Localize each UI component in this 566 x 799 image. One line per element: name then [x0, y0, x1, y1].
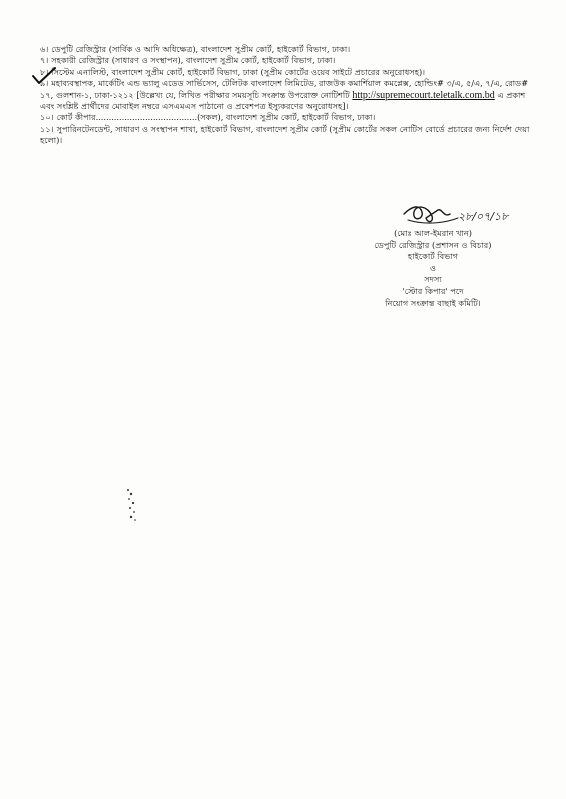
item-number: ১১। — [40, 123, 54, 134]
signatory-post: 'স্টোর কিপার' পদে — [402, 285, 464, 296]
item-number: ৭। — [40, 55, 49, 66]
signatory-committee: নিয়োগ সংক্রান্ত বাছাই কমিটি। — [385, 297, 481, 308]
item-text: মহাব্যবস্থাপক, মার্কেটিং এন্ড ভ্যালু এডেড সার্ভিসেস, টেলিটক বাংলাদেশ লিমিটেড, রাজউক কমার্শিয়াল কমপ্লেক্স, হোল্ডিং# ৩/এ, ৫/এ, ৭/এ, রোড# ১৭, গুলশান-১, ঢাকা-১২১২ [উল্লেখ্য যে, লিখিত পরীক্ষার সময়সূচি সংক্রান্ত উপরোক্ত নোটিশটি — [40, 78, 529, 100]
signatory-division: হাইকোর্ট বিভাগ — [407, 251, 459, 262]
signatory-block — [330, 228, 536, 309]
item-number: ১০। — [40, 112, 54, 123]
item-text: সহকারী রেজিস্ট্রার (সাধারণ ও সংস্থাপন), বাংলাদেশ সুপ্রীম কোর্ট, হাইকোর্ট বিভাগ, ঢাকা। — [51, 55, 336, 66]
list-item — [40, 78, 540, 112]
item-text-continued: এ প্রকাশ এবং সংশ্লিষ্ট প্রার্থীদের মোবাইল নম্বরে এসএমএস পাঠানো ও প্রবেশপত্র ইস্যুকরণের অনুরোধসহ]। — [40, 89, 526, 112]
item-number: ৬। — [40, 44, 49, 54]
list-item — [40, 112, 540, 123]
item-number: ৮। — [40, 66, 49, 77]
item-text: ডেপুটি রেজিস্ট্রার (সার্বিক ও আদি অধিক্ষেত্র), বাংলাদেশ সুপ্রীম কোর্ট, হাইকোর্ট বিভাগ, ঢাকা। — [51, 44, 351, 54]
list-item — [40, 44, 540, 55]
signatory-designation: ডেপুটি রেজিস্ট্রার (প্রশাসন ও বিচার) — [374, 239, 492, 250]
distribution-list — [40, 44, 540, 147]
signature-date: ২৮/০৭/১৮ — [458, 210, 509, 223]
item-number: ৯। — [40, 78, 49, 89]
scan-specks — [122, 485, 142, 525]
item-text: কোর্ট কীপার.......................................(সকল), বাংলাদেশ সুপ্রীম কোর্ট, হাইকোর্ট বিভাগ, ঢাকা। — [56, 112, 376, 123]
item-text: সুপারিনটেনডেন্ট, সাধারণ ও সংস্থাপন শাখা, হাইকোর্ট বিভাগ, বাংলাদেশ সুপ্রীম কোর্ট (সুপ্রীম কোর্টের সকল নোটিস বোর্ডে প্রচারের জন্য নির্দেশ দেয়া হলো)। — [40, 123, 530, 146]
signatory-name: (মোঃ আল-ইমরান খান) — [394, 228, 472, 238]
signatory-conjunction: ও — [429, 262, 437, 273]
signatory-member: সদস্য — [424, 274, 442, 285]
teletalk-link[interactable]: http://supremecourt.teletalk.com.bd — [352, 89, 495, 101]
handwritten-signature — [398, 200, 548, 230]
list-item — [40, 55, 540, 66]
list-item — [40, 67, 540, 78]
list-item — [40, 124, 540, 147]
item-text: সিস্টেম এনালিস্ট, বাংলাদেশ সুপ্রীম কোর্ট, হাইকোর্ট বিভাগ, ঢাকা (সুপ্রীম কোর্টের ওয়েব সাইটে প্রচারের অনুরোধসহ)। — [51, 66, 426, 77]
